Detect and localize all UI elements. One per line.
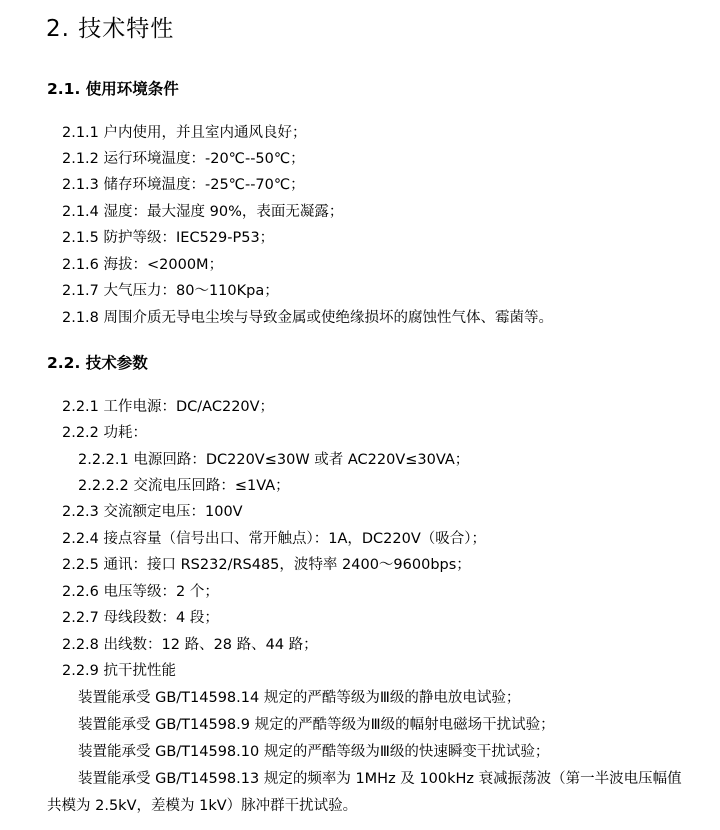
list-subitem: 2.2.2.1 电源回路：DC220V≤30W 或者 AC220V≤30VA； [78, 452, 470, 468]
list-item: 2.1.4 湿度：最大湿度 90%，表面无凝露； [62, 204, 344, 220]
list-item: 2.1.5 防护等级：IEC529-P53； [62, 230, 275, 246]
section-heading-parameters: 2.2. 技术参数 [47, 354, 148, 372]
emc-test-item: 装置能承受 GB/T14598.13 规定的频率为 1MHz 及 100kHz 衰减振荡波（第一半波电压幅值 [78, 771, 682, 787]
list-subitem: 2.2.2.2 交流电压回路：≤1VA； [78, 478, 290, 494]
list-item: 2.2.4 接点容量（信号出口、常开触点）：1A，DC220V（吸合）； [62, 531, 487, 547]
emc-test-item: 装置能承受 GB/T14598.10 规定的严酷等级为Ⅲ级的快速瞬变干扰试验； [78, 744, 550, 760]
emc-test-item: 装置能承受 GB/T14598.9 规定的严酷等级为Ⅲ级的幅射电磁场干扰试验； [78, 717, 555, 733]
emc-test-item-continuation: 共模为 2.5kV，差模为 1kV）脉冲群干扰试验。 [47, 798, 358, 814]
list-item: 2.1.3 储存环境温度：-25℃--70℃； [62, 177, 305, 193]
list-item: 2.2.6 电压等级：2 个； [62, 584, 219, 600]
list-item: 2.2.9 抗干扰性能 [62, 663, 177, 679]
list-item: 2.2.2 功耗： [62, 425, 148, 441]
chapter-title: 2. 技术特性 [46, 16, 175, 42]
list-item: 2.1.8 周围介质无导电尘埃与导致金属或使绝缘损坏的腐蚀性气体、霉菌等。 [62, 310, 554, 326]
list-item: 2.2.3 交流额定电压：100V [62, 504, 243, 520]
list-item: 2.1.1 户内使用，并且室内通风良好； [62, 125, 307, 141]
list-item: 2.1.7 大气压力：80～110Kpa； [62, 283, 279, 299]
list-item: 2.2.5 通讯：接口 RS232/RS485，波特率 2400～9600bps； [62, 557, 471, 573]
list-item: 2.2.7 母线段数：4 段； [62, 610, 219, 626]
section-heading-environment: 2.1. 使用环境条件 [47, 80, 179, 98]
list-item: 2.1.2 运行环境温度：-20℃--50℃； [62, 151, 305, 167]
list-item: 2.1.6 海拔：<2000M； [62, 257, 224, 273]
list-item: 2.2.1 工作电源：DC/AC220V； [62, 399, 275, 415]
list-item: 2.2.8 出线数：12 路、28 路、44 路； [62, 637, 318, 653]
emc-test-item: 装置能承受 GB/T14598.14 规定的严酷等级为Ⅲ级的静电放电试验； [78, 690, 521, 706]
